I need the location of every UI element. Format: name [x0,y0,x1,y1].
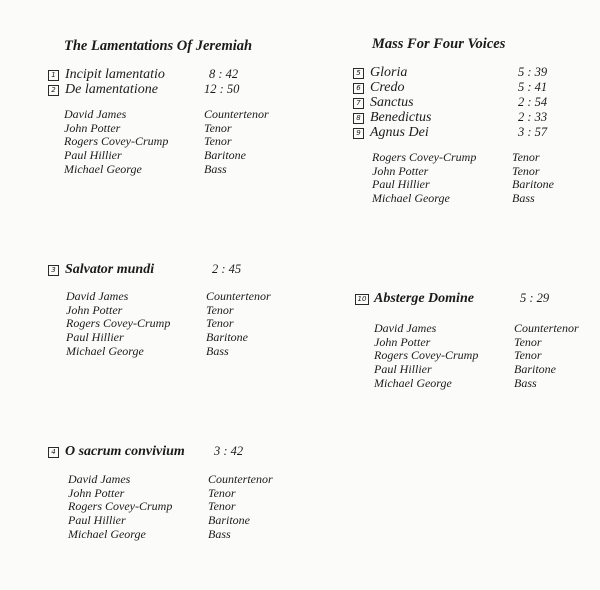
track-number-box: 1 [48,70,59,81]
track-duration: 2 : 54 [518,95,548,109]
performer-name: Paul Hillier [64,148,122,163]
performer-name: David James [64,107,127,121]
track-number-box: 9 [353,128,364,139]
performer-name: Paul Hillier [372,177,430,192]
track-number-box: 8 [353,113,364,124]
voice-part: Tenor [512,163,540,178]
performer-row [64,108,294,122]
absterge-performers [374,322,594,390]
performer-name: John Potter [66,302,123,317]
performer-name: Rogers Covey-Crump [374,348,479,363]
mass-heading: Mass For Four Voices [372,36,506,52]
performer-name: David James [66,289,129,303]
track-number-box: 6 [353,83,364,94]
performer-row [374,363,594,377]
performer-row [64,122,294,136]
lamentations-heading: The Lamentations Of Jeremiah [64,38,253,54]
track-number-box: 4 [48,447,59,458]
performer-row [372,165,592,179]
performer-row [66,304,296,318]
voice-part: Tenor [512,150,540,164]
voice-part: Baritone [204,148,246,163]
performer-row [372,192,592,206]
performer-name: Paul Hillier [374,362,432,377]
performer-name: Paul Hillier [68,513,126,528]
track-duration: 8 : 42 [209,67,239,81]
voice-part: Tenor [206,302,234,317]
performer-name: Rogers Covey-Crump [64,134,169,149]
performer-row [68,528,298,542]
performer-name: Michael George [66,343,144,358]
voice-part: Countertenor [206,289,271,303]
performer-row [64,135,294,149]
voice-part: Countertenor [204,107,269,121]
track-duration: 3 : 42 [214,444,244,458]
voice-part: Bass [208,526,231,541]
track-title: Agnus Dei [370,125,429,140]
track-title: Credo [370,80,405,95]
track-title: De lamentatione [65,82,158,97]
performer-name: Paul Hillier [66,330,124,345]
voice-part: Tenor [514,348,542,363]
performer-name: Rogers Covey-Crump [372,150,477,164]
performer-row [68,473,298,487]
track-title: Gloria [370,65,408,80]
performer-row [66,345,296,359]
track-title: Absterge Domine [374,291,474,306]
performer-name: Rogers Covey-Crump [66,316,171,331]
performer-name: Michael George [374,375,452,390]
track-title: Salvator mundi [65,262,155,277]
performer-name: Michael George [68,526,146,541]
track-number-box: 10 [355,294,369,305]
track-duration: 12 : 50 [204,82,240,96]
performer-name: Rogers Covey-Crump [68,499,173,514]
voice-part: Countertenor [514,321,579,335]
voice-part: Countertenor [208,472,273,486]
performer-row [68,487,298,501]
performer-name: David James [68,472,131,486]
track-duration: 5 : 41 [518,80,548,94]
voice-part: Bass [204,161,227,176]
track-duration: 2 : 33 [518,110,548,124]
performer-row [374,322,594,336]
performer-row [374,377,594,391]
performer-row [372,151,592,165]
voice-part: Tenor [514,334,542,349]
track-duration: 3 : 57 [518,125,548,139]
lamentations-performers [64,108,294,176]
track-title: Benedictus [370,110,432,125]
track-number-box: 7 [353,98,364,109]
performer-name: Michael George [372,191,450,206]
voice-part: Baritone [206,330,248,345]
performer-row [64,149,294,163]
performer-row [66,331,296,345]
track-duration: 5 : 29 [520,291,550,305]
voice-part: Tenor [204,120,232,135]
performer-row [374,349,594,363]
performer-row [66,317,296,331]
track-title: Incipit lamentatio [65,67,165,82]
performer-name: David James [374,321,437,335]
performer-name: Michael George [64,161,142,176]
performer-row [66,290,296,304]
voice-part: Bass [512,191,535,206]
track-duration: 5 : 39 [518,65,548,79]
track-title: O sacrum convivium [65,444,185,459]
track-number-box: 2 [48,85,59,96]
performer-name: John Potter [374,334,431,349]
performer-row [374,336,594,350]
performer-row [64,163,294,177]
mass-performers [372,151,592,206]
performer-name: John Potter [64,120,121,135]
voice-part: Tenor [208,499,236,514]
performer-name: John Potter [372,163,429,178]
performer-row [68,514,298,528]
voice-part: Baritone [208,513,250,528]
voice-part: Baritone [514,362,556,377]
voice-part: Tenor [204,134,232,149]
performer-row [68,500,298,514]
track-title: Sanctus [370,95,414,110]
voice-part: Bass [514,375,537,390]
voice-part: Tenor [208,485,236,500]
voice-part: Tenor [206,316,234,331]
voice-part: Bass [206,343,229,358]
track-duration: 2 : 45 [212,262,242,276]
salvator-performers [66,290,296,358]
performer-name: John Potter [68,485,125,500]
track-number-box: 5 [353,68,364,79]
performer-row [372,178,592,192]
track-number-box: 3 [48,265,59,276]
voice-part: Baritone [512,177,554,192]
osacrum-performers [68,473,298,541]
